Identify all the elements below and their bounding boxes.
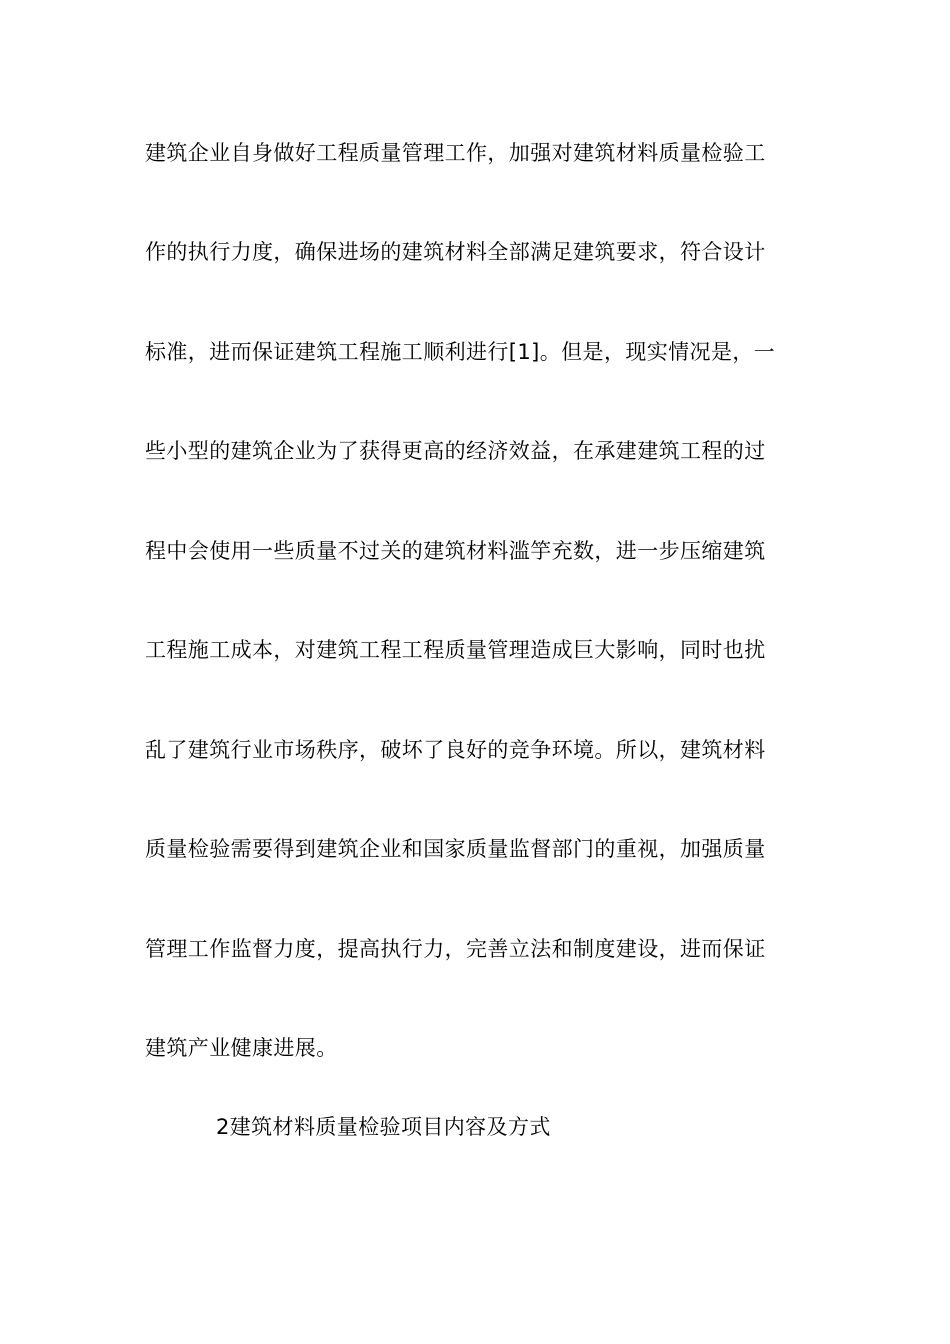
paragraph-line: 程中会使用一些质量不过关的建筑材料滥竽充数，进一步压缩建筑 [145,539,766,563]
paragraph-line: 建筑企业自身做好工程质量管理工作，加强对建筑材料质量检验工 [145,141,766,165]
paragraph-line: 建筑产业健康进展。 [145,1036,338,1060]
paragraph-line: 乱了建筑行业市场秩序，破坏了良好的竞争环境。所以，建筑材料 [145,738,766,762]
paragraph-line: 质量检验需要得到建筑企业和国家质量监督部门的重视，加强质量 [145,837,766,861]
paragraph-line: 工程施工成本，对建筑工程工程质量管理造成巨大影响，同时也扰 [145,638,766,662]
paragraph-line: 作的执行力度，确保进场的建筑材料全部满足建筑要求，符合设计 [145,240,766,264]
paragraph-line: 管理工作监督力度，提高执行力，完善立法和制度建设，进而保证 [145,937,766,961]
paragraph-line: 些小型的建筑企业为了获得更高的经济效益，在承建建筑工程的过 [145,439,766,463]
section-heading: 2建筑材料质量检验项目内容及方式 [216,1115,551,1139]
paragraph-line: 标准，进而保证建筑工程施工顺利进行[1]。但是，现实情况是，一 [145,340,776,364]
